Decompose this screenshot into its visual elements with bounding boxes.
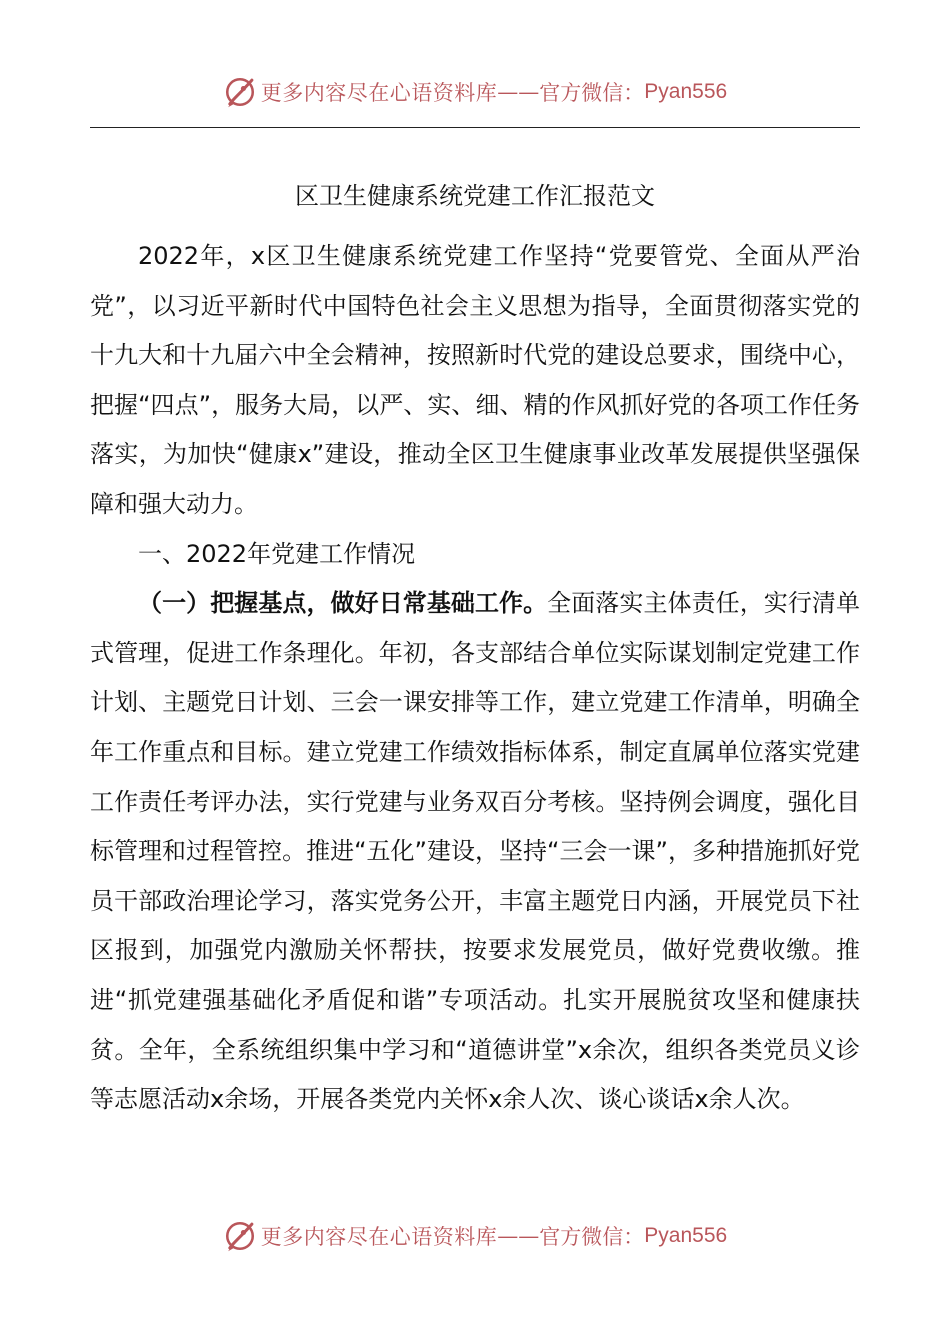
document-body	[90, 232, 860, 1125]
subsection-paragraph	[90, 579, 860, 1125]
intro-paragraph: 2022年，x区卫生健康系统党建工作坚持“党要管党、全面从严治党”，以习近平新时代中国特色社会主义思想为指导，全面贯彻落实党的十九大和十九届六中全会精神，按照新时代党的建设总要求，围绕中心，把握“四点”，服务大局，以严、实、细、精的作风抓好党的各项工作任务落实，为加快“健康x”建设，推动全区卫生健康事业改革发展提供坚强保障和强大动力。	[90, 242, 860, 518]
footer-banner	[0, 1216, 950, 1256]
banner-dash: ——	[497, 80, 540, 104]
header-divider	[90, 127, 860, 128]
brand-text: 更多内容尽在心语资料库	[260, 81, 498, 105]
brand-text: 更多内容尽在心语资料库	[260, 1225, 498, 1249]
subsection-body: 全面落实主体责任，实行清单式管理，促进工作条理化。年初，各支部结合单位实际谋划制定党建工作计划、主题党日计划、三会一课安排等工作，建立党建工作清单，明确全年工作重点和目标。建立党建工作绩效指标体系，制定直属单位落实党建工作责任考评办法，实行党建与业务双百分考核。坚持例会调度，强化目标管理和过程管控。推进“五化”建设，坚持“三会一课”，多种措施抓好党员干部政治理论学习，落实党务公开，丰富主题党日内涵，开展党员下社区报到，加强党内激励关怀帮扶，按要求发展党员，做好党费收缴。推进“抓党建强基础化矛盾促和谐”专项活动。扎实开展脱贫攻坚和健康扶贫。全年，全系统组织集中学习和“道德讲堂”x余次，组织各类党员义诊等志愿活动x余场，开展各类党内关怀x余人次、谈心谈话x余人次。	[90, 589, 860, 1114]
pen-logo-icon	[223, 1219, 257, 1253]
header-banner	[0, 72, 950, 112]
subsection-heading: （一）把握基点，做好日常基础工作。	[138, 589, 548, 618]
wechat-label: 官方微信：	[539, 81, 645, 105]
pen-logo-icon	[223, 75, 257, 109]
document-title: 区卫生健康系统党建工作汇报范文	[295, 182, 655, 210]
wechat-id: Pyan556	[644, 1224, 728, 1247]
wechat-label: 官方微信：	[539, 1225, 645, 1249]
banner-dash: ——	[497, 1224, 540, 1248]
wechat-id: Pyan556	[644, 80, 728, 103]
section-heading: 一、2022年党建工作情况	[138, 539, 416, 568]
